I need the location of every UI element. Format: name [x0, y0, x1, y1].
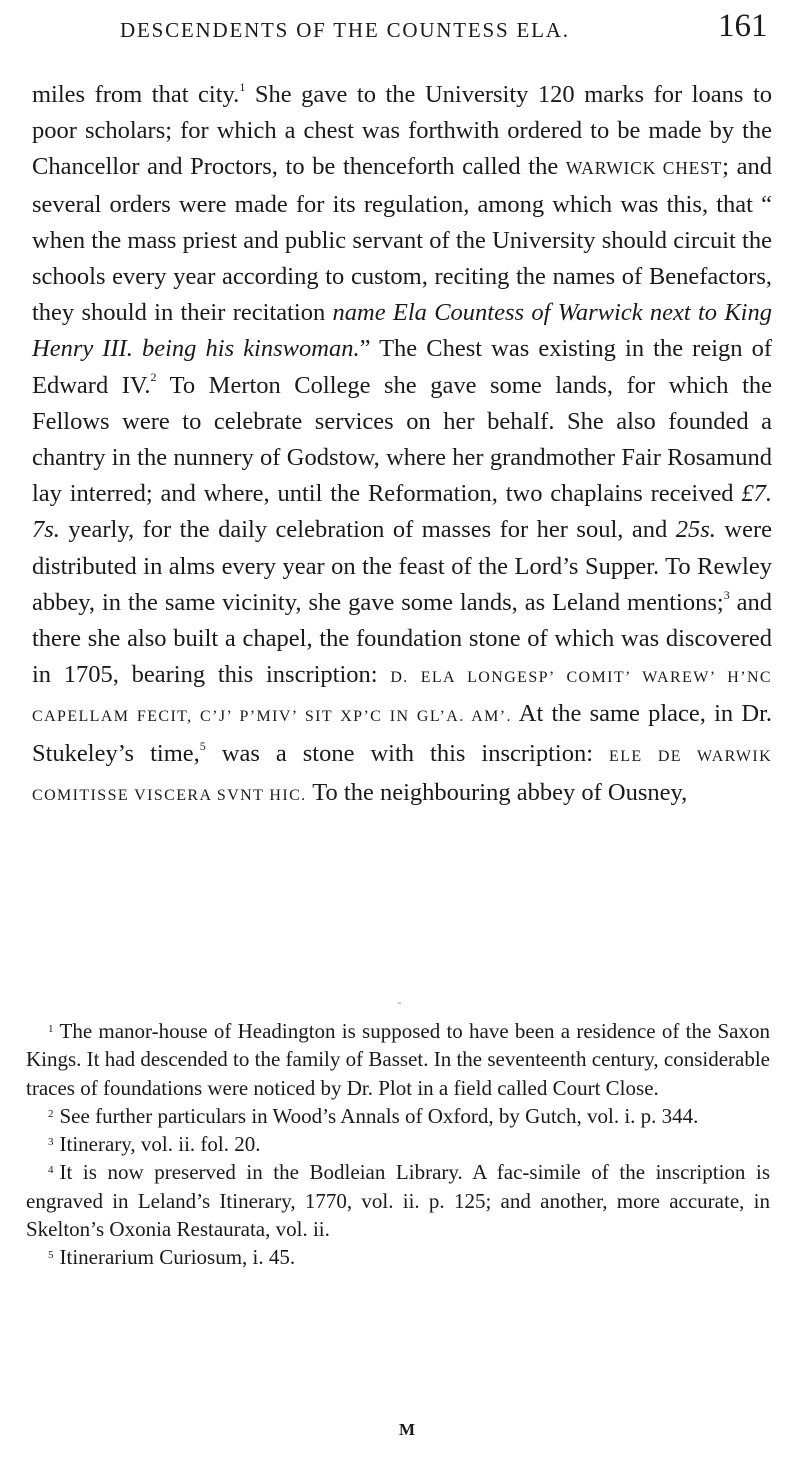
footnote-4	[26, 1158, 770, 1243]
inscription-viscera-stone: ELE DE WARWIK COMITISSE VISCERA SVNT HIC.	[32, 747, 773, 804]
footnote-text: See further particulars in Wood’s Annals of Oxford, by Gutch, vol. i. p. 344.	[59, 1103, 699, 1128]
footnote-ref-3: 3	[723, 587, 730, 602]
page-header	[0, 0, 800, 60]
footnote-text: Itinerary, vol. ii. fol. 20.	[59, 1132, 261, 1157]
footnote-number: 5	[48, 1249, 54, 1262]
text-run: ” The Chest was existing in the reign of Edward IV.	[32, 335, 773, 399]
footnote-text: It is now preserved in the Bodleian Library. A fac-simile of the inscription is engraved in Leland’s Itinerary, 1770, vol. ii. p. 125; and another, more accurate, in Skelton’s Oxonia Restaurata, vol. ii.	[26, 1160, 770, 1242]
footnote-ref-1: 1	[239, 79, 246, 94]
footnote-number: 3	[48, 1136, 54, 1149]
body-text	[32, 77, 772, 814]
footnote-5	[26, 1243, 770, 1271]
text-run: were distributed in alms every year on the feast of the Lord’s Supper. To Rewley abbey, in the same vicinity, she gave some lands, as Leland mentions;	[32, 516, 772, 616]
footnote-number: 4	[48, 1164, 54, 1177]
footnote-number: 1	[48, 1023, 54, 1035]
footnote-ref-2: 2	[150, 370, 157, 385]
footnote-1	[26, 1017, 770, 1102]
footnote-3	[26, 1130, 770, 1158]
signature-mark: M	[399, 1420, 416, 1439]
footnotes	[26, 1017, 770, 1272]
footnote-number: 2	[48, 1107, 54, 1120]
text-run: She gave to the University 120 marks for loans to poor scholars; for which a chest was forthwith ordered to be made by the Chancellor and Proctors, to be thenceforth called the	[32, 81, 772, 181]
running-head: DESCENDENTS OF THE COUNTESS ELA.	[120, 18, 570, 42]
text-run: ; and several orders were made for its regulation, among which was this, that “ when the mass priest and public servant of the University should circuit the schools every year according to custom, reciting the names of Benefactors, they should in their recitation	[32, 153, 772, 327]
text-run: miles from that city.	[32, 81, 240, 108]
text-run: was a stone with this inscription:	[205, 739, 610, 767]
footnote-text: The manor-house of Headington is supposed to have been a residence of the Saxon Kings. It had descended to the family of Basset. In the seventeenth century, considerable traces of foundations were noticed by Dr. Plot in a field called Court Close.	[26, 1019, 770, 1100]
printer-mark	[398, 1002, 401, 1004]
sum-shillings: 25s.	[675, 516, 716, 544]
footnote-text: Itinerarium Curiosum, i. 45.	[59, 1245, 296, 1270]
text-run: and there she also built a chapel, the foundation stone of which was discovered in 1705, bearing this inscription:	[32, 588, 773, 689]
footnote-2	[26, 1102, 770, 1130]
page-number: 161	[718, 8, 768, 44]
inscription-chapel-stone: D. ELA LONGESP’ COMIT’ WAREW’ H’NC CAPELLAM FECIT, C’J’ P’MIV’ SIT XP’C IN GL’A. AM’.	[32, 669, 772, 726]
text-run: To the neighbouring abbey of Ousney,	[306, 778, 688, 806]
sum-pounds: £7. 7s.	[32, 480, 772, 544]
warwick-chest-smallcaps: WARWICK CHEST	[565, 158, 723, 179]
text-run: yearly, for the daily celebration of masses for her soul, and	[59, 516, 676, 544]
footnote-ref-5: 5	[199, 738, 206, 753]
text-run: To Merton College she gave some lands, for which the Fellows were to celebrate services on her behalf. She also founded a chantry in the nunnery of Godstow, where her grandmother Fair Rosamund lay interred; and where, until the Reformation, two chaplains received	[32, 371, 773, 508]
text-run: At the same place, in Dr. Stukeley’s time,	[32, 700, 773, 767]
italic-quotation: name Ela Countess of Warwick next to King Henry III. being his kinswoman.	[32, 299, 772, 363]
body-paragraph	[32, 77, 772, 814]
